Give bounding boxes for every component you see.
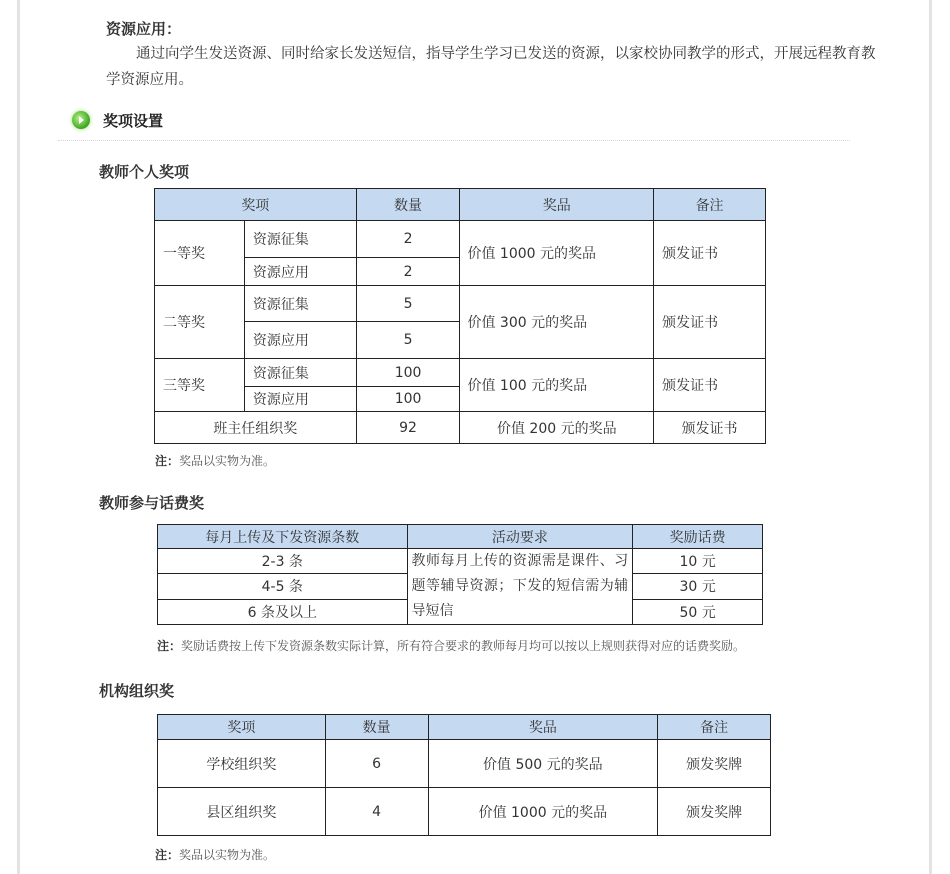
remark-cell: 颁发奖牌 [658,740,771,788]
teacher-awards-table [154,188,766,444]
award-level-cell: 一等奖 [155,221,245,286]
count-cell: 100 [356,387,460,412]
remark-cell: 颁发证书 [654,412,766,444]
award-type-cell: 资源应用 [244,322,356,359]
header-cell: 每月上传及下发资源条数 [158,525,408,549]
award-cell: 学校组织奖 [158,740,326,788]
count-cell: 2 [356,258,460,286]
award-type-cell: 资源征集 [244,221,356,258]
fee-cell: 30 元 [633,574,763,599]
fee-cell: 50 元 [633,599,763,624]
award-cell: 县区组织奖 [158,788,326,836]
table-row [155,412,766,444]
header-cell: 数量 [325,715,428,740]
prize-cell: 价值 100 元的奖品 [460,359,654,412]
range-cell: 4-5 条 [158,574,408,599]
header-cell: 数量 [356,189,460,221]
count-cell: 2 [356,221,460,258]
count-cell: 4 [325,788,428,836]
page-border-left [17,0,20,874]
prize-cell: 价值 1000 元的奖品 [460,221,654,286]
note-label: 注： [155,848,180,862]
org-awards-table [157,714,771,836]
header-cell: 活动要求 [407,525,633,549]
table-row [155,221,766,258]
header-cell: 奖项 [155,189,357,221]
remark-cell: 颁发证书 [654,221,766,286]
org-awards-title: 机构组织奖 [99,682,175,700]
teacher-awards-title: 教师个人奖项 [99,163,190,181]
section-title: 奖项设置 [103,111,164,130]
section-divider [58,140,850,141]
award-type-cell: 资源征集 [244,359,356,387]
header-cell: 奖励话费 [633,525,763,549]
award-level-cell: 二等奖 [155,286,245,359]
prize-cell: 价值 300 元的奖品 [460,286,654,359]
remark-cell: 颁发证书 [654,359,766,412]
note-text: 奖品以实物为准。 [179,848,276,862]
resource-application-paragraph: 通过向学生发送资源、同时给家长发送短信，指导学生学习已发送的资源，以家校协同教学的形式，开展远程教育教学资源应用。 [106,46,876,88]
range-cell: 6 条及以上 [158,599,408,624]
teacher-awards-note [155,452,275,469]
note-label: 注： [157,639,182,653]
count-cell: 5 [356,322,460,359]
phone-awards-title: 教师参与话费奖 [99,494,205,512]
table-row [158,549,763,574]
count-cell: 6 [325,740,428,788]
award-type-cell: 资源应用 [244,258,356,286]
header-cell: 奖项 [158,715,326,740]
award-level-cell: 三等奖 [155,359,245,412]
table-row [155,359,766,387]
prize-cell: 价值 200 元的奖品 [460,412,654,444]
range-cell: 2-3 条 [158,549,408,574]
note-text: 奖励话费按上传下发资源条数实际计算，所有符合要求的教师每月均可以按以上规则获得对应的话费奖励。 [181,639,746,653]
section-header [72,109,163,131]
play-bullet-icon [72,111,90,129]
header-cell: 奖品 [460,189,654,221]
header-cell: 奖品 [428,715,658,740]
header-cell: 备注 [654,189,766,221]
prize-cell: 价值 500 元的奖品 [428,740,658,788]
table-row [158,788,771,836]
table-header-row [158,715,771,740]
phone-awards-table [157,524,763,625]
table-row [158,740,771,788]
count-cell: 92 [356,412,460,444]
table-header-row [158,525,763,549]
remark-cell: 颁发奖牌 [658,788,771,836]
count-cell: 5 [356,286,460,322]
resource-application-title: 资源应用： [106,20,182,38]
org-awards-note [155,846,275,863]
award-level-cell: 班主任组织奖 [155,412,357,444]
count-cell: 100 [356,359,460,387]
phone-awards-note [157,637,745,654]
award-type-cell: 资源征集 [244,286,356,322]
prize-cell: 价值 1000 元的奖品 [428,788,658,836]
table-row [155,286,766,322]
page-border-right [929,0,932,874]
header-cell: 备注 [658,715,771,740]
note-label: 注： [155,454,180,468]
award-type-cell: 资源应用 [244,387,356,412]
table-header-row [155,189,766,221]
fee-cell: 10 元 [633,549,763,574]
note-text: 奖品以实物为准。 [179,454,276,468]
remark-cell: 颁发证书 [654,286,766,359]
requirement-cell: 教师每月上传的资源需是课件、习题等辅导资源；下发的短信需为辅导短信 [407,549,633,625]
